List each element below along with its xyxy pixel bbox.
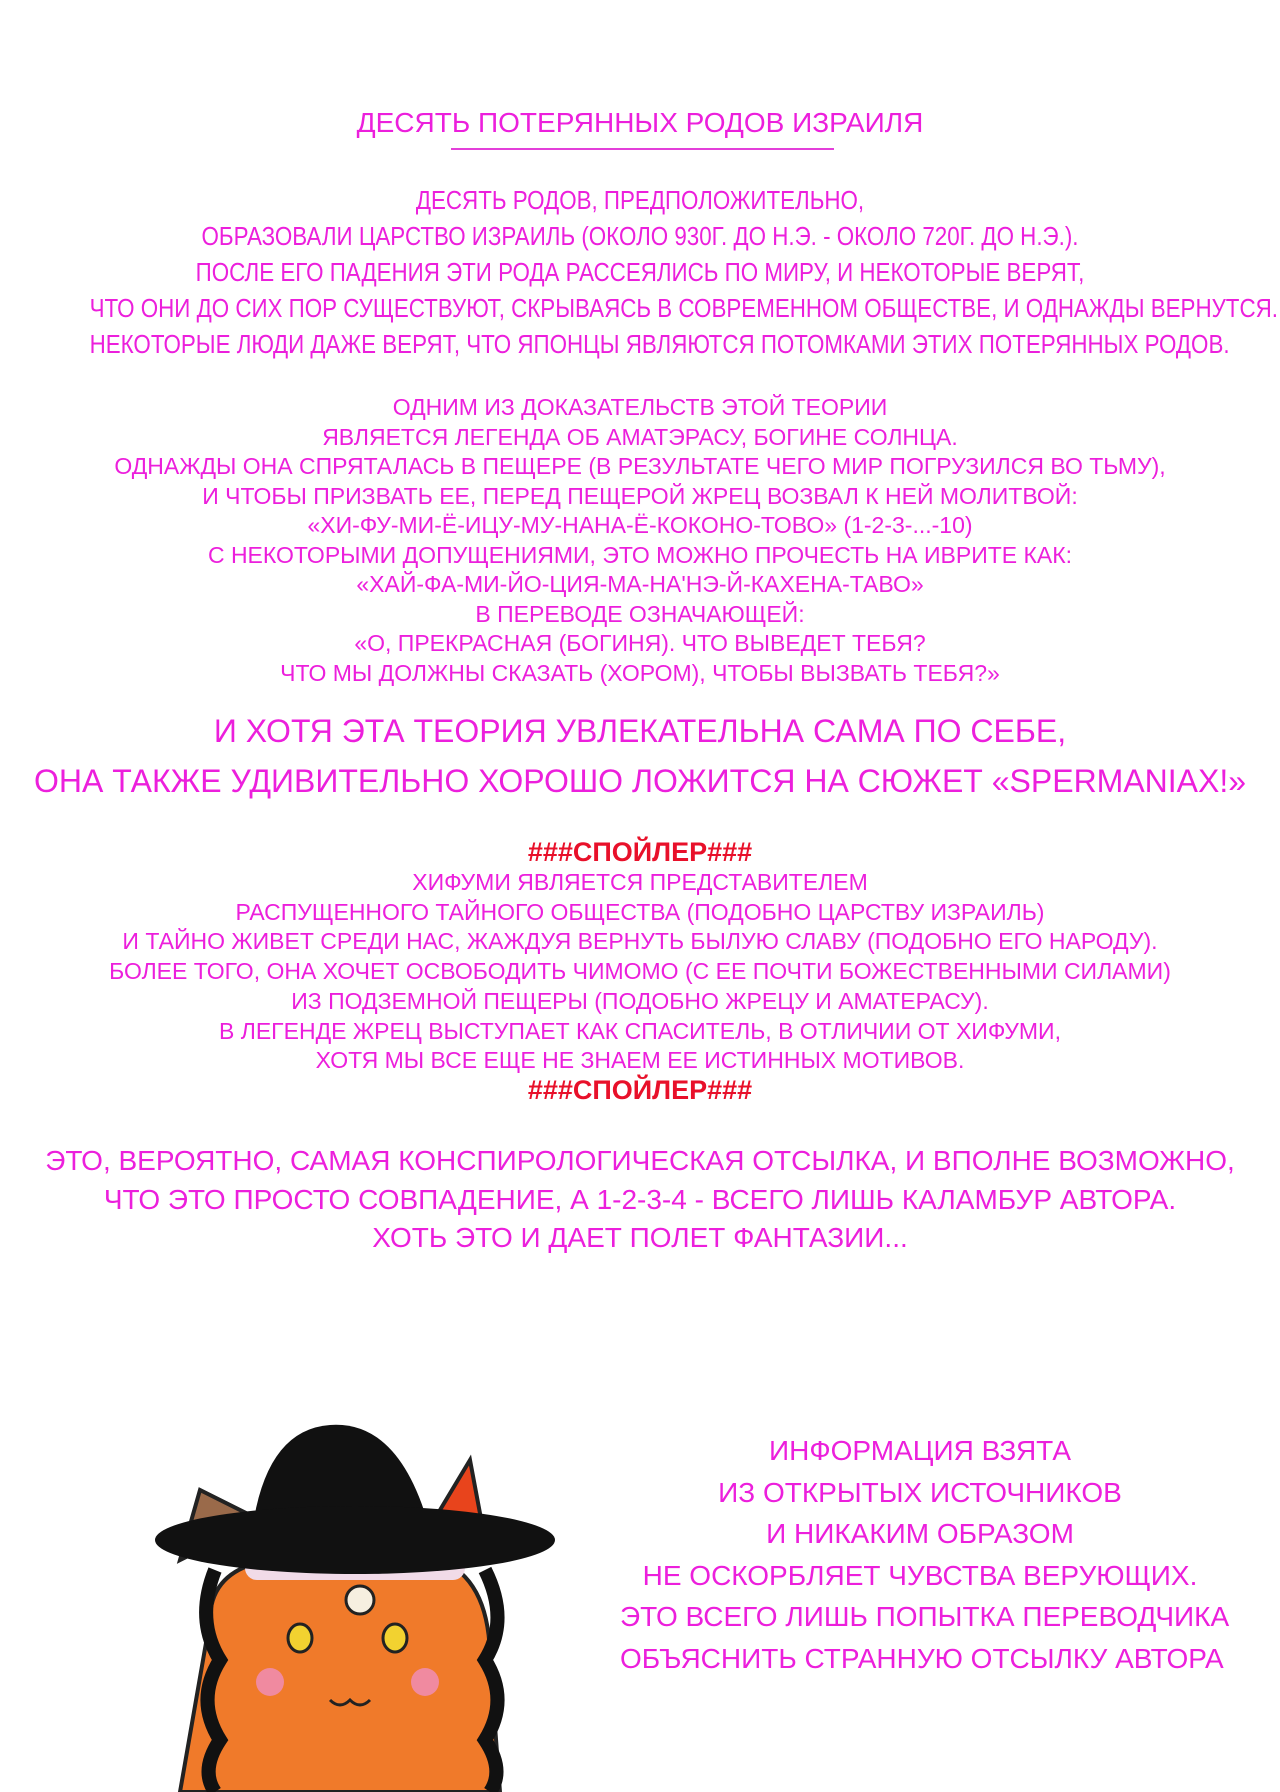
intro-paragraph [0, 182, 1280, 362]
eye-right [383, 1624, 407, 1652]
spoiler-marker-top: ###СПОЙЛЕР### [527, 837, 753, 867]
spoiler-marker-bottom: ###СПОЙЛЕР### [527, 1075, 753, 1105]
highlight-paragraph [0, 706, 1280, 806]
spoiler-block [0, 838, 1280, 1106]
disclaimer [620, 1430, 1230, 1680]
text-line: В ЛЕГЕНДЕ ЖРЕЦ ВЫСТУПАЕТ КАК СПАСИТЕЛЬ, В ОТЛИЧИИ ОТ ХИФУМИ, [219, 1017, 1061, 1044]
text-line: ЭТО ВСЕГО ЛИШЬ ПОПЫТКА ПЕРЕВОДЧИКА [620, 1601, 1230, 1633]
text-line: ЭТО, ВЕРОЯТНО, САМАЯ КОНСПИРОЛОГИЧЕСКАЯ ОТСЫЛКА, И ВПОЛНЕ ВОЗМОЖНО, [45, 1145, 1235, 1176]
text-line: «О, ПРЕКРАСНАЯ (БОГИНЯ). ЧТО ВЫВЕДЕТ ТЕБЯ? [354, 630, 926, 656]
text-line: ЧТО ОНИ ДО СИХ ПОР СУЩЕСТВУЮТ, СКРЫВАЯСЬ В СОВРЕМЕННОМ ОБЩЕСТВЕ, И ОДНАЖДЫ ВЕРНУТСЯ. [89, 293, 1278, 323]
text-line: И ЧТОБЫ ПРИЗВАТЬ ЕЕ, ПЕРЕД ПЕЩЕРОЙ ЖРЕЦ ВОЗВАЛ К НЕЙ МОЛИТВОЙ: [202, 482, 1078, 509]
text-line: ОДНАЖДЫ ОНА СПРЯТАЛАСЬ В ПЕЩЕРЕ (В РЕЗУЛЬТАТЕ ЧЕГО МИР ПОГРУЗИЛСЯ ВО ТЬМУ), [114, 453, 1166, 479]
text-line: НЕКОТОРЫЕ ЛЮДИ ДАЖЕ ВЕРЯТ, ЧТО ЯПОНЦЫ ЯВЛЯЮТСЯ ПОТОМКАМИ ЭТИХ ПОТЕРЯННЫХ РОДОВ. [89, 329, 1230, 359]
title-underline [451, 148, 834, 150]
text-line: РАСПУЩЕННОГО ТАЙНОГО ОБЩЕСТВА (ПОДОБНО ЦАРСТВУ ИЗРАИЛЬ) [235, 898, 1045, 925]
text-line: И ХОТЯ ЭТА ТЕОРИЯ УВЛЕКАТЕЛЬНА САМА ПО СЕБЕ, [213, 713, 1067, 749]
text-line: НЕ ОСКОРБЛЯЕТ ЧУВСТВА ВЕРУЮЩИХ. [642, 1559, 1198, 1591]
text-line: ХОТЬ ЭТО И ДАЕТ ПОЛЕТ ФАНТАЗИИ... [372, 1222, 908, 1253]
text-line: И ТАЙНО ЖИВЕТ СРЕДИ НАС, ЖАЖДУЯ ВЕРНУТЬ БЫЛУЮ СЛАВУ (ПОДОБНО ЕГО НАРОДУ). [122, 928, 1158, 955]
body [180, 1560, 500, 1792]
text-line: ДЕСЯТЬ РОДОВ, ПРЕДПОЛОЖИТЕЛЬНО, [415, 185, 865, 215]
text-line: ХОТЯ МЫ ВСЕ ЕЩЕ НЕ ЗНАЕМ ЕЕ ИСТИННЫХ МОТИВОВ. [315, 1047, 965, 1074]
forehead-mark [346, 1586, 374, 1614]
text-line: БОЛЕЕ ТОГО, ОНА ХОЧЕТ ОСВОБОДИТЬ ЧИМОМО (С ЕЕ ПОЧТИ БОЖЕСТВЕННЫМИ СИЛАМИ) [109, 958, 1171, 984]
eye-left [288, 1624, 312, 1652]
text-line: ЧТО МЫ ДОЛЖНЫ СКАЗАТЬ (ХОРОМ), ЧТОБЫ ВЫЗВАТЬ ТЕБЯ?» [280, 659, 1000, 686]
text-line: ЯВЛЯЕТСЯ ЛЕГЕНДА ОБ АМАТЭРАСУ, БОГИНЕ СОЛНЦА. [322, 423, 958, 450]
text-line: ПОСЛЕ ЕГО ПАДЕНИЯ ЭТИ РОДА РАССЕЯЛИСЬ ПО МИРУ, И НЕКОТОРЫЕ ВЕРЯТ, [195, 257, 1085, 287]
text-line: ИЗ ОТКРЫТЫХ ИСТОЧНИКОВ [718, 1476, 1122, 1508]
title-text: ДЕСЯТЬ ПОТЕРЯННЫХ РОДОВ ИЗРАИЛЯ [356, 107, 924, 138]
text-line: ОБРАЗОВАЛИ ЦАРСТВО ИЗРАИЛЬ (ОКОЛО 930Г. ДО Н.Э. - ОКОЛО 720Г. ДО Н.Э.). [201, 221, 1079, 251]
text-line: ИЗ ПОДЗЕМНОЙ ПЕЩЕРЫ (ПОДОБНО ЖРЕЦУ И АМАТЕРАСУ). [291, 987, 989, 1014]
conclusion-paragraph [0, 1142, 1280, 1258]
page-title [0, 104, 1280, 142]
hat-brim [155, 1506, 555, 1574]
text-line: ЧТО ЭТО ПРОСТО СОВПАДЕНИЕ, А 1-2-3-4 - ВСЕГО ЛИШЬ КАЛАМБУР АВТОРА. [103, 1183, 1177, 1215]
text-line: ОБЪЯСНИТЬ СТРАННУЮ ОТСЫЛКУ АВТОРА [620, 1642, 1224, 1674]
text-line: ХИФУМИ ЯВЛЯЕТСЯ ПРЕДСТАВИТЕЛЕМ [412, 868, 868, 895]
text-line: ИНФОРМАЦИЯ ВЗЯТА [768, 1435, 1072, 1466]
text-line: ОНА ТАКЖЕ УДИВИТЕЛЬНО ХОРОШО ЛОЖИТСЯ НА СЮЖЕТ «SPERMANIAX!» [33, 763, 1247, 799]
blush-left [256, 1668, 284, 1696]
text-line: С НЕКОТОРЫМИ ДОПУЩЕНИЯМИ, ЭТО МОЖНО ПРОЧЕСТЬ НА ИВРИТЕ КАК: [207, 541, 1073, 568]
text-line: ОДНИМ ИЗ ДОКАЗАТЕЛЬСТВ ЭТОЙ ТЕОРИИ [392, 394, 888, 420]
blush-right [411, 1668, 439, 1696]
text-line: В ПЕРЕВОДЕ ОЗНАЧАЮЩЕЙ: [475, 600, 805, 627]
text-line: И НИКАКИМ ОБРАЗОМ [766, 1518, 1074, 1550]
legend-paragraph [0, 393, 1280, 688]
text-line: «ХИ-ФУ-МИ-Ё-ИЦУ-МУ-НАНА-Ё-КОКОНО-ТОВО» (1-2-3-...-10) [307, 512, 973, 538]
mascot-illustration [140, 1400, 570, 1792]
text-line: «ХАЙ-ФА-МИ-ЙО-ЦИЯ-МА-НА'НЭ-Й-КАХЕНА-ТАВО» [356, 571, 924, 597]
